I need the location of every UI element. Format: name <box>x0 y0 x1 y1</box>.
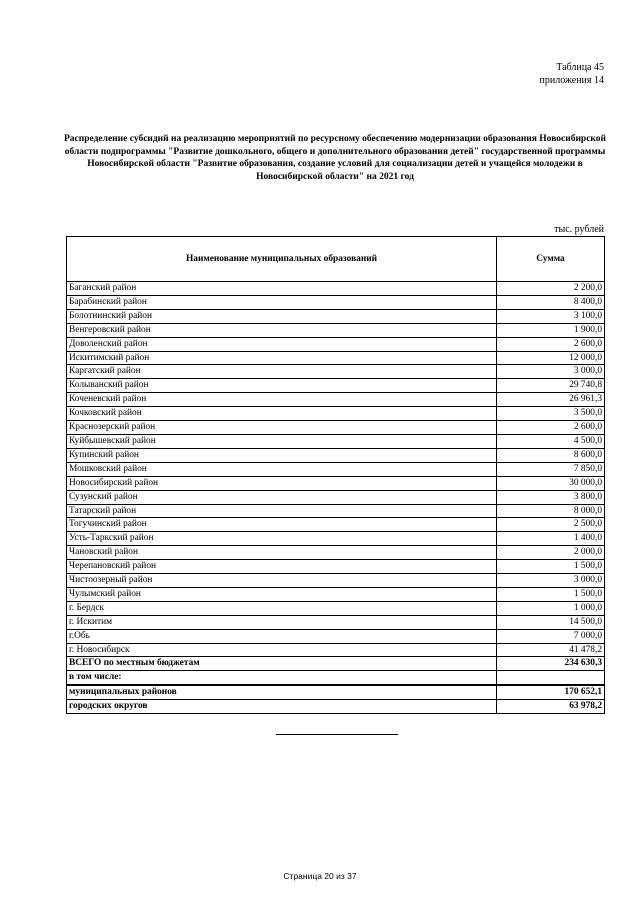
municipality-sum: 2 500,0 <box>497 518 605 532</box>
districts-sum: 170 652,1 <box>497 685 605 699</box>
table-row <box>67 476 605 490</box>
table-row <box>67 421 605 435</box>
table-body <box>67 282 605 657</box>
municipality-name: Болотнинский район <box>67 309 497 323</box>
table-row <box>67 434 605 448</box>
table-row <box>67 490 605 504</box>
municipality-sum: 3 000,0 <box>497 574 605 588</box>
municipality-name: Чистоозерный район <box>67 574 497 588</box>
municipality-sum: 3 500,0 <box>497 407 605 421</box>
table-row <box>67 560 605 574</box>
municipality-sum: 29 740,8 <box>497 379 605 393</box>
municipality-name: Баганский район <box>67 282 497 296</box>
table-header-row <box>67 237 605 282</box>
municipality-name: Искитимский район <box>67 351 497 365</box>
districts-row <box>67 685 605 699</box>
table-summary <box>67 657 605 714</box>
municipality-sum: 8 000,0 <box>497 504 605 518</box>
column-header-name: Наименование муниципальных образований <box>67 237 497 282</box>
municipality-sum: 1 400,0 <box>497 532 605 546</box>
municipality-sum: 4 500,0 <box>497 434 605 448</box>
table-row <box>67 643 605 657</box>
municipality-name: Тогучинский район <box>67 518 497 532</box>
column-header-sum: Сумма <box>497 237 605 282</box>
municipality-sum: 1 500,0 <box>497 560 605 574</box>
table-reference <box>540 61 604 87</box>
municipality-name: Доволенский район <box>67 337 497 351</box>
table-row <box>67 323 605 337</box>
table-row <box>67 601 605 615</box>
okrugs-row <box>67 700 605 714</box>
table-row <box>67 379 605 393</box>
table-row <box>67 587 605 601</box>
units-label: тыс. рублей <box>554 224 604 235</box>
municipality-name: Краснозерский район <box>67 421 497 435</box>
page-number: Страница 20 из 37 <box>283 871 357 881</box>
table-row <box>67 532 605 546</box>
municipality-sum: 1 500,0 <box>497 587 605 601</box>
table-row <box>67 504 605 518</box>
table-row <box>67 629 605 643</box>
municipality-name: Новосибирский район <box>67 476 497 490</box>
municipality-sum: 2 600,0 <box>497 337 605 351</box>
municipality-sum: 7 850,0 <box>497 462 605 476</box>
table-row <box>67 351 605 365</box>
table-row <box>67 546 605 560</box>
districts-label: муниципальных районов <box>67 685 497 699</box>
table-row <box>67 518 605 532</box>
municipality-sum: 1 900,0 <box>497 323 605 337</box>
including-row <box>67 671 605 685</box>
okrugs-label: городских округов <box>67 700 497 714</box>
municipality-sum: 30 000,0 <box>497 476 605 490</box>
municipality-name: Чулымский район <box>67 587 497 601</box>
table-row <box>67 393 605 407</box>
document-title: Распределение субсидий на реализацию мероприятий по ресурсному обеспечению модернизации образования Новосибирской области подпрограммы "Развитие дошкольного, общего и дополнительного образования детей" государственной программы Новосибирской области "Развитие образования, создание условий для социализации детей и учащейся молодежи в Новосибирской области" на 2021 год <box>64 134 606 182</box>
municipality-sum: 41 478,2 <box>497 643 605 657</box>
total-sum: 234 630,3 <box>497 657 605 671</box>
table-number-label: Таблица 45 <box>556 62 604 73</box>
municipality-name: г. Искитим <box>67 615 497 629</box>
total-row <box>67 657 605 671</box>
municipality-name: Сузунский район <box>67 490 497 504</box>
including-label: в том числе: <box>67 671 497 685</box>
municipality-name: Усть-Таркский район <box>67 532 497 546</box>
municipality-name: Мошковский район <box>67 462 497 476</box>
appendix-label: приложения 14 <box>539 75 604 86</box>
municipality-name: Татарский район <box>67 504 497 518</box>
municipality-name: г.Обь <box>67 629 497 643</box>
subsidy-table <box>66 236 605 714</box>
municipality-name: Барабинский район <box>67 295 497 309</box>
table-row <box>67 337 605 351</box>
municipality-name: Черепановский район <box>67 560 497 574</box>
municipality-sum: 26 961,3 <box>497 393 605 407</box>
municipality-name: г. Бердск <box>67 601 497 615</box>
table-row <box>67 282 605 296</box>
table-row <box>67 615 605 629</box>
table-row <box>67 574 605 588</box>
municipality-sum: 2 200,0 <box>497 282 605 296</box>
municipality-name: Венгеровский район <box>67 323 497 337</box>
municipality-sum: 14 500,0 <box>497 615 605 629</box>
municipality-sum: 2 000,0 <box>497 546 605 560</box>
municipality-name: Куйбышевский район <box>67 434 497 448</box>
table-row <box>67 448 605 462</box>
total-label: ВСЕГО по местным бюджетам <box>67 657 497 671</box>
municipality-sum: 8 400,0 <box>497 295 605 309</box>
including-empty-cell <box>497 671 605 685</box>
municipality-sum: 3 100,0 <box>497 309 605 323</box>
municipality-name: Кочковский район <box>67 407 497 421</box>
municipality-name: Каргатский район <box>67 365 497 379</box>
table-row <box>67 365 605 379</box>
table-row <box>67 295 605 309</box>
municipality-sum: 2 600,0 <box>497 421 605 435</box>
municipality-sum: 3 000,0 <box>497 365 605 379</box>
municipality-name: Коченевский район <box>67 393 497 407</box>
municipality-sum: 12 000,0 <box>497 351 605 365</box>
separator-line <box>276 734 398 735</box>
table-row <box>67 309 605 323</box>
municipality-sum: 3 800,0 <box>497 490 605 504</box>
municipality-name: г. Новосибирск <box>67 643 497 657</box>
municipality-sum: 8 600,0 <box>497 448 605 462</box>
okrugs-sum: 63 978,2 <box>497 700 605 714</box>
municipality-name: Колыванский район <box>67 379 497 393</box>
table-row <box>67 407 605 421</box>
municipality-sum: 7 000,0 <box>497 629 605 643</box>
municipality-name: Чановский район <box>67 546 497 560</box>
municipality-name: Купинский район <box>67 448 497 462</box>
municipality-sum: 1 000,0 <box>497 601 605 615</box>
table-row <box>67 462 605 476</box>
